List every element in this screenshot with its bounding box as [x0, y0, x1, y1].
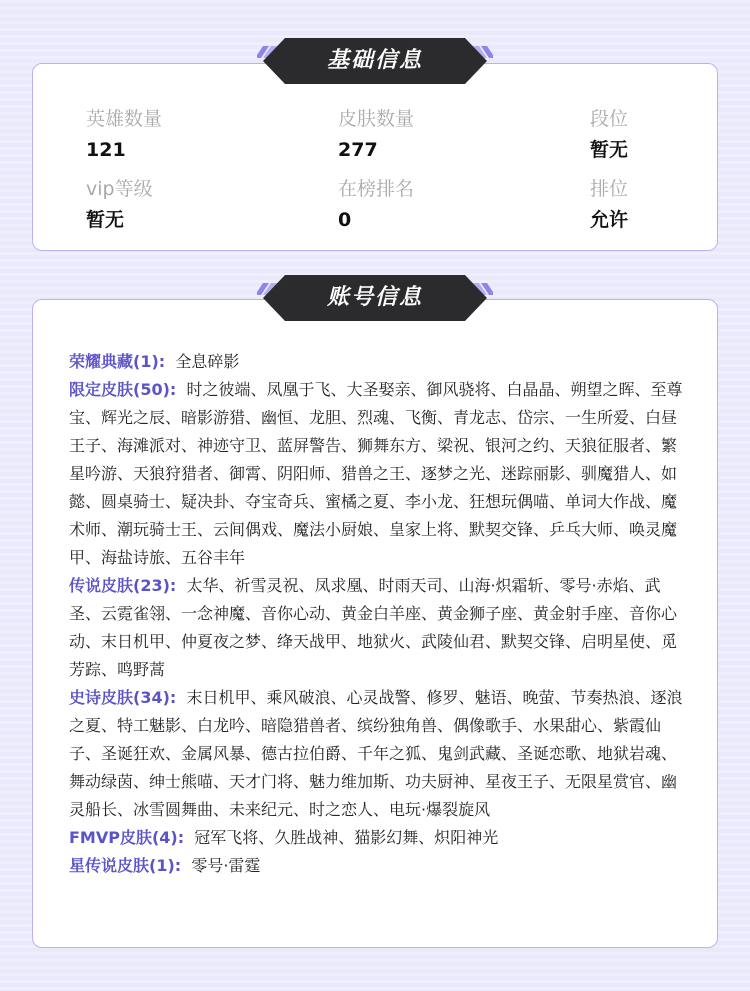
section-label: 限定皮肤(50):	[69, 380, 177, 399]
stat-value: 121	[86, 139, 126, 161]
account-info-title: 账号信息	[326, 285, 423, 310]
stat-label: 在榜排名	[338, 178, 415, 200]
section-label: FMVP皮肤(4):	[69, 828, 185, 847]
section-label: 荣耀典藏(1):	[69, 352, 166, 371]
stat-value: 暂无	[590, 139, 629, 161]
stat-label: 皮肤数量	[338, 108, 415, 130]
section-items: 末日机甲、乘风破浪、心灵战警、修罗、魅语、晚萤、节奏热浪、逐浪之夏、特工魅影、白龙吟、暗隐猎兽者、缤纷独角兽、偶像歌手、水果甜心、紫霞仙子、圣诞狂欢、金属风暴、德古拉伯爵、千年之狐、鬼剑武藏、圣诞恋歌、地狱岩魂、舞动绿茵、绅士熊喵、天才门将、魅力维加斯、功夫厨神、星夜王子、无限星赏官、幽灵船长、冰雪圆舞曲、未来纪元、时之恋人、电玩·爆裂旋风	[69, 688, 683, 819]
basic-info-title: 基础信息	[326, 48, 423, 73]
basic-info-card	[32, 63, 718, 251]
stat-vip-level	[86, 177, 153, 232]
stat-label: 英雄数量	[86, 108, 163, 130]
section-honor-collection	[69, 348, 685, 376]
stat-value: 0	[338, 209, 352, 231]
section-legend-skins	[69, 572, 685, 684]
skin-sections	[69, 348, 685, 880]
stat-leaderboard-rank	[338, 177, 414, 232]
stat-hero-count	[86, 107, 162, 162]
stat-skin-count	[338, 107, 414, 162]
section-items: 时之彼端、凤凰于飞、大圣娶亲、御风骁将、白晶晶、朔望之晖、至尊宝、辉光之辰、暗影游猎、幽恒、龙胆、烈魂、飞衡、青龙志、岱宗、一生所爱、白昼王子、海滩派对、神迹守卫、蓝屏警告、狮舞东方、梁祝、银河之约、天狼征服者、繁星吟游、天狼狩猎者、御霄、阴阳师、猎兽之王、逐梦之光、迷踪丽影、驯魔猎人、如懿、圆桌骑士、疑决卦、夺宝奇兵、蜜橘之夏、李小龙、狂想玩偶喵、单词大作战、魔术师、潮玩骑士王、云间偶戏、魔法小厨娘、皇家上将、默契交锋、乒乓大师、唤灵魔甲、海盐诗旅、五谷丰年	[69, 380, 683, 567]
stat-label: 排位	[590, 178, 629, 200]
stat-value: 277	[338, 139, 378, 161]
section-star-legend-skins	[69, 852, 685, 880]
section-label: 传说皮肤(23):	[69, 576, 177, 595]
account-info-banner	[257, 275, 493, 321]
section-epic-skins	[69, 684, 685, 824]
section-items: 太华、祈雪灵祝、凤求凰、时雨天司、山海·炽霜斩、零号·赤焰、武圣、云霓雀翎、一念神魔、音你心动、黄金白羊座、黄金狮子座、黄金射手座、音你心动、末日机甲、仲夏夜之梦、绛天战甲、地狱火、武陵仙君、默契交锋、启明星使、觅芳踪、鸣野蒿	[69, 576, 678, 679]
stat-label: 段位	[590, 108, 629, 130]
stat-rank-tier	[590, 107, 628, 162]
section-label: 星传说皮肤(1):	[69, 856, 182, 875]
stat-value: 允许	[590, 209, 629, 231]
basic-info-banner	[257, 38, 493, 84]
section-fmvp-skins	[69, 824, 685, 852]
account-info-card	[32, 299, 718, 948]
stat-ranked-match	[590, 177, 628, 232]
stat-label: vip等级	[86, 178, 153, 200]
section-items: 全息碎影	[175, 352, 240, 371]
section-label: 史诗皮肤(34):	[69, 688, 177, 707]
section-items: 冠军飞将、久胜战神、猫影幻舞、炽阳神光	[194, 828, 499, 847]
section-items: 零号·雷霆	[191, 856, 261, 875]
section-limited-skins	[69, 376, 685, 572]
stat-value: 暂无	[86, 209, 125, 231]
